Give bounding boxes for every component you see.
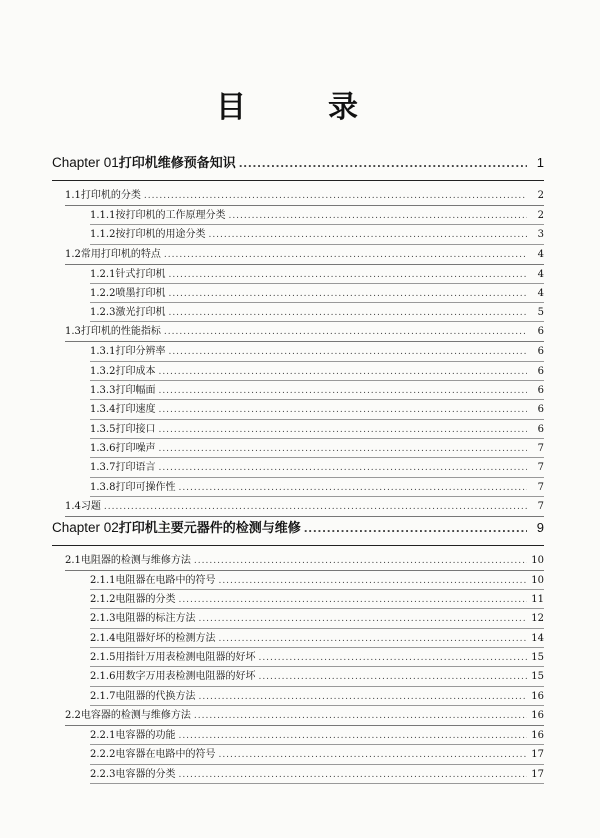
toc-entry-page: 5: [537, 307, 544, 319]
toc-entry-title: 打印速度: [115, 404, 156, 416]
toc-entry-page: 1: [536, 155, 544, 170]
toc-sub-entry: [52, 745, 544, 764]
dot-leader: [178, 483, 527, 493]
dot-leader: [164, 250, 527, 260]
dot-leader: [178, 595, 527, 605]
dot-leader: [178, 770, 527, 780]
toc-sub-entry: [52, 687, 544, 706]
toc-entry-title: 打印可操作性: [115, 481, 176, 493]
toc-entry-page: 7: [537, 442, 544, 454]
dot-leader: [258, 672, 527, 682]
dot-leader: [194, 556, 527, 566]
toc-entry-number: 2.2.1: [90, 729, 116, 741]
toc-entry-title: 电阻器的分类: [115, 594, 176, 606]
toc-entry-page: 6: [537, 385, 544, 397]
toc-sub-entry: [52, 206, 544, 225]
toc-entry-number: 2.1.4: [90, 632, 116, 644]
dot-leader: [144, 191, 527, 201]
toc-entry-page: 3: [537, 229, 544, 241]
dot-leader: [258, 653, 527, 663]
toc-sub-entry: [52, 225, 544, 244]
toc-sub-entry: [52, 400, 544, 419]
dot-leader: [158, 463, 527, 473]
toc-sub-entry: [52, 439, 544, 458]
toc-entry-page: 16: [531, 709, 544, 721]
toc-entry-number: 1.3.7: [90, 462, 116, 474]
toc-sub-entry: [52, 458, 544, 477]
toc-entry-page: 7: [537, 462, 544, 474]
toc-entry-page: 15: [531, 671, 544, 683]
toc-entry-title: 电阻器的标注方法: [115, 613, 196, 625]
dot-leader: [104, 502, 527, 512]
toc-section-entry: [52, 551, 544, 571]
toc-entry-number: 1.2.2: [90, 287, 116, 299]
toc-entry-title: 电阻器的代换方法: [115, 690, 196, 702]
toc-entry-number: 2.1.3: [90, 613, 116, 625]
toc-entry-number: 1.3.4: [90, 404, 116, 416]
toc-entry-number: 2.1.5: [90, 652, 116, 664]
dot-leader: [218, 750, 527, 760]
toc-section-entry: [52, 245, 544, 265]
dot-leader: [168, 289, 527, 299]
toc-sub-entry: [52, 590, 544, 609]
toc-chapter-entry: [52, 517, 544, 547]
toc-entry-page: 17: [531, 768, 544, 780]
toc-sub-entry: [52, 420, 544, 439]
toc-entry-page: 7: [537, 500, 544, 512]
toc-entry-page: 6: [537, 326, 544, 338]
toc-entry-number: 1.2: [65, 248, 81, 260]
toc-entry-title: 电阻器在电路中的符号: [115, 574, 216, 586]
toc-entry-number: 1.3.1: [90, 346, 116, 358]
toc-entry-title: 打印机主要元器件的检测与维修: [118, 519, 301, 535]
toc-sub-entry: [52, 284, 544, 303]
toc-entry-title: 打印机维修预备知识: [118, 155, 236, 170]
toc-entry-title: 电阻器的检测与维修方法: [80, 554, 191, 566]
toc-entry-number: 2.1: [65, 554, 81, 566]
toc-entry-page: 6: [537, 404, 544, 416]
toc-entry-number: 1.3.2: [90, 365, 116, 377]
toc-entry-number: 1.1.1: [90, 210, 116, 221]
toc-entry-page: 4: [537, 248, 544, 260]
toc-sub-entry: [52, 342, 544, 361]
toc-entry-number: 1.1.2: [90, 229, 116, 241]
toc-entry-title: 打印语言: [115, 462, 156, 474]
toc-entry-page: 14: [531, 632, 544, 644]
toc-sub-entry: [52, 362, 544, 381]
dot-leader: [158, 367, 527, 377]
toc-entry-title: 电容器的分类: [115, 768, 176, 780]
toc-entry-number: Chapter 01: [52, 155, 119, 170]
toc-entry-number: 1.1: [65, 190, 81, 201]
dot-leader: [168, 270, 527, 280]
toc-entry-title: 常用打印机的特点: [80, 248, 161, 260]
dot-leader: [239, 155, 527, 170]
dot-leader: [164, 327, 527, 337]
dot-leader: [158, 386, 527, 396]
toc-entry-number: 1.3.5: [90, 423, 116, 435]
dot-leader: [194, 711, 527, 721]
toc-entry-title: 电容器在电路中的符号: [115, 749, 216, 761]
dot-leader: [198, 614, 527, 624]
toc-entry-number: 1.3.6: [90, 442, 116, 454]
toc-entry-number: 1.3: [65, 326, 81, 338]
toc-entry-page: 12: [531, 613, 544, 625]
toc-sub-entry: [52, 303, 544, 322]
toc-sub-entry: [52, 629, 544, 648]
toc-entry-page: 6: [537, 346, 544, 358]
toc-entry-page: 11: [531, 594, 544, 606]
toc-section-entry: [52, 497, 544, 517]
toc-entry-number: 2.1.6: [90, 671, 116, 683]
toc-entry-page: 2: [537, 210, 544, 221]
dot-leader: [178, 731, 527, 741]
toc-entry-number: 1.2.3: [90, 307, 116, 319]
toc-section-entry: [52, 706, 544, 726]
toc-chapter-entry: [52, 152, 544, 182]
dot-leader: [218, 576, 527, 586]
toc-entry-page: 9: [536, 519, 544, 535]
toc-entry-title: 打印分辨率: [115, 346, 166, 358]
toc-entry-title: 用数字万用表检测电阻器的好坏: [115, 671, 256, 683]
toc-sub-entry: [52, 265, 544, 284]
toc-entry-number: 2.1.1: [90, 574, 116, 586]
dot-leader: [208, 230, 527, 240]
toc-entry-title: 打印机的分类: [80, 190, 141, 201]
toc-entry-title: 打印机的性能指标: [80, 326, 161, 338]
toc-entry-title: 按打印机的用途分类: [115, 229, 206, 241]
toc-entry-number: 1.3.8: [90, 481, 116, 493]
toc-sub-entry: [52, 648, 544, 667]
toc-sub-entry: [52, 478, 544, 497]
toc-entry-title: 打印接口: [115, 423, 156, 435]
dot-leader: [228, 211, 527, 221]
toc-sub-entry: [52, 726, 544, 745]
toc-sub-entry: [52, 667, 544, 686]
toc-entry-page: 10: [531, 574, 544, 586]
toc-section-entry: [52, 186, 544, 206]
toc-entry-title: 电阻器好坏的检测方法: [115, 632, 216, 644]
dot-leader: [198, 692, 527, 702]
dot-leader: [218, 634, 527, 644]
toc-entry-title: 打印幅面: [115, 385, 156, 397]
toc-section-entry: [52, 322, 544, 342]
dot-leader: [168, 308, 527, 318]
toc-entry-page: 7: [537, 481, 544, 493]
dot-leader: [158, 444, 527, 454]
toc-entry-number: 1.2.1: [90, 268, 116, 280]
toc-sub-entry: [52, 571, 544, 590]
toc-entry-number: Chapter 02: [52, 519, 119, 535]
toc-entry-page: 16: [531, 729, 544, 741]
toc-entry-number: 1.4: [65, 500, 81, 512]
toc-entry-title: 喷墨打印机: [115, 287, 166, 299]
dot-leader: [158, 405, 527, 415]
toc-entry-page: 6: [537, 365, 544, 377]
toc-entry-title: 习题: [80, 500, 101, 512]
toc-entry-title: 用指针万用表检测电阻器的好坏: [115, 652, 256, 664]
toc-entry-number: 1.3.3: [90, 385, 116, 397]
toc-entry-title: 打印噪声: [115, 442, 156, 454]
toc-entry-title: 电容器的检测与维修方法: [80, 709, 191, 721]
toc-entry-number: 2.1.2: [90, 594, 116, 606]
toc-entry-title: 按打印机的工作原理分类: [115, 210, 226, 221]
table-of-contents: [52, 152, 544, 784]
toc-sub-entry: [52, 765, 544, 784]
toc-entry-page: 4: [537, 268, 544, 280]
dot-leader: [168, 347, 527, 357]
toc-entry-page: 10: [531, 554, 544, 566]
toc-entry-page: 16: [531, 690, 544, 702]
toc-entry-page: 17: [531, 749, 544, 761]
toc-entry-page: 2: [537, 190, 544, 201]
toc-entry-page: 4: [537, 287, 544, 299]
toc-entry-title: 针式打印机: [115, 268, 166, 280]
toc-entry-title: 电容器的功能: [115, 729, 176, 741]
toc-entry-number: 2.2: [65, 709, 81, 721]
toc-sub-entry: [52, 381, 544, 400]
toc-entry-number: 2.1.7: [90, 690, 116, 702]
toc-sub-entry: [52, 609, 544, 628]
toc-entry-page: 15: [531, 652, 544, 664]
dot-leader: [304, 520, 527, 535]
toc-entry-title: 激光打印机: [115, 307, 166, 319]
toc-entry-page: 6: [537, 423, 544, 435]
toc-entry-number: 2.2.3: [90, 768, 116, 780]
page-title: 目 录: [216, 90, 384, 125]
toc-entry-title: 打印成本: [115, 365, 156, 377]
toc-entry-number: 2.2.2: [90, 749, 116, 761]
dot-leader: [158, 425, 527, 435]
